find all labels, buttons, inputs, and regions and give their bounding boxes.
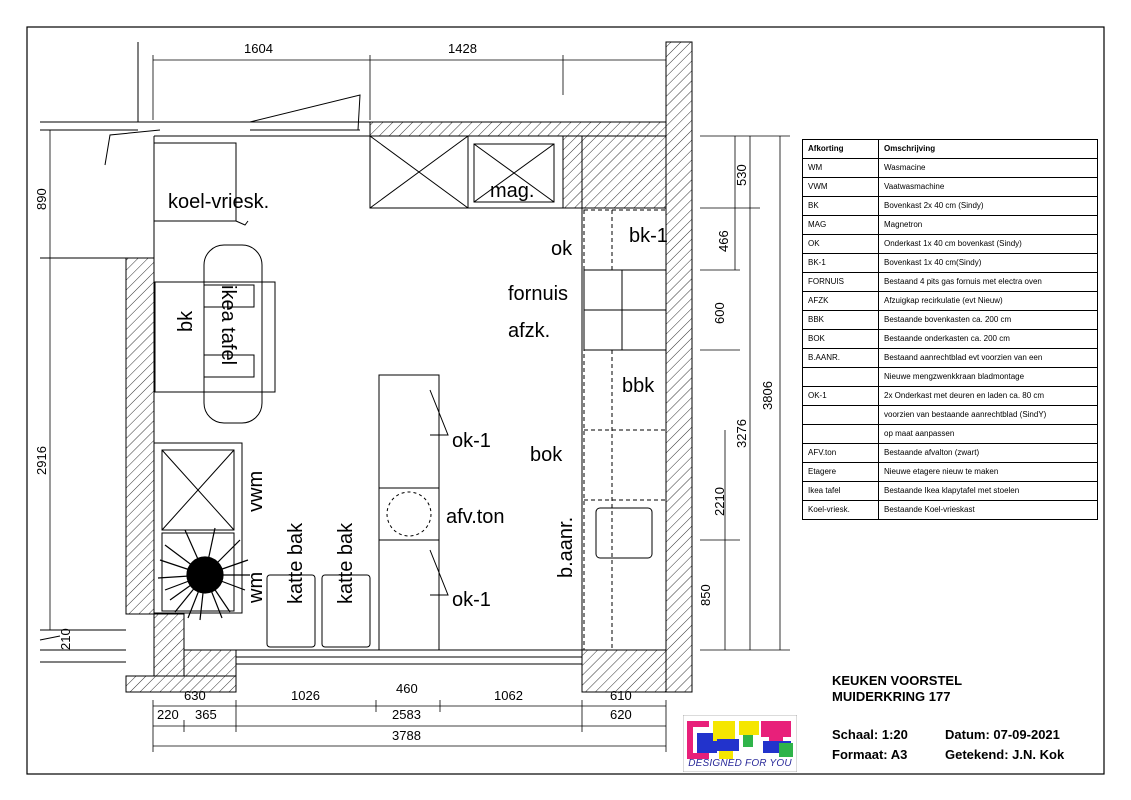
label-bbk: bbk [622, 375, 655, 397]
dim-right-466: 466 [716, 230, 731, 252]
title-line-2: MUIDERKRING 177 [832, 689, 951, 704]
legend-abbr: OK [803, 235, 879, 254]
legend-abbr: Etagere [803, 463, 879, 482]
legend-abbr: B.AANR. [803, 349, 879, 368]
legend-row [803, 254, 1098, 273]
legend-row [803, 406, 1098, 425]
dim-right-530: 530 [734, 164, 749, 186]
label-bk: bk [175, 310, 197, 332]
legend-desc: Nieuwe etagere nieuw te maken [879, 463, 1098, 482]
dim-right-600: 600 [712, 302, 727, 324]
dim-bottom-2583: 2583 [392, 707, 421, 722]
dim-top-1604: 1604 [244, 41, 273, 56]
legend-abbr [803, 368, 879, 387]
legend-abbr: BK-1 [803, 254, 879, 273]
legend-desc: Bestaande onderkasten ca. 200 cm [879, 330, 1098, 349]
legend-desc: op maat aanpassen [879, 425, 1098, 444]
label-bok: bok [530, 444, 563, 466]
legend-abbr: VWM [803, 178, 879, 197]
label-ok: ok [551, 238, 573, 260]
legend-header-row [803, 140, 1098, 159]
logo-text: DESIGNED FOR YOU [688, 758, 792, 769]
dim-bottom-3788: 3788 [392, 728, 421, 743]
legend-abbr: BOK [803, 330, 879, 349]
legend-row [803, 463, 1098, 482]
legend-desc: Vaatwasmachine [879, 178, 1098, 197]
dim-bottom-460: 460 [396, 681, 418, 696]
furniture [154, 136, 666, 650]
dim-bottom-220: 220 [157, 707, 179, 722]
legend-row [803, 387, 1098, 406]
legend-abbr: Ikea tafel [803, 482, 879, 501]
dim-bottom-1026: 1026 [291, 688, 320, 703]
dim-top-1428: 1428 [448, 41, 477, 56]
legend-abbr: MAG [803, 216, 879, 235]
legend-row [803, 159, 1098, 178]
legend-row [803, 178, 1098, 197]
label-afzk: afzk. [508, 320, 551, 342]
dim-right-3276: 3276 [734, 419, 749, 448]
legend-desc: Bovenkast 1x 40 cm(Sindy) [879, 254, 1098, 273]
label-vwm: vwm [245, 470, 267, 512]
legend-row [803, 482, 1098, 501]
dim-left-2916: 2916 [34, 446, 49, 475]
label-afv-ton: afv.ton [446, 506, 505, 528]
dim-right-3806: 3806 [760, 381, 775, 410]
legend-abbr: AFZK [803, 292, 879, 311]
legend-abbr: WM [803, 159, 879, 178]
dim-bottom-365: 365 [195, 707, 217, 722]
legend-table [802, 139, 1098, 520]
legend-desc: Wasmacine [879, 159, 1098, 178]
legend-row [803, 197, 1098, 216]
title-block [832, 673, 962, 705]
dim-bottom-620: 620 [610, 707, 632, 722]
legend-abbr [803, 425, 879, 444]
dim-bottom-610: 610 [610, 688, 632, 703]
legend-desc: Bestaand aanrechtblad evt voorzien van een [879, 349, 1098, 368]
title-line-1: KEUKEN VOORSTEL [832, 673, 963, 688]
legend-row [803, 273, 1098, 292]
legend-header-desc: Omschrijving [879, 140, 1098, 159]
legend-desc: Bestaande afvalton (zwart) [879, 444, 1098, 463]
legend-desc: Bestaande Ikea klapytafel met stoelen [879, 482, 1098, 501]
legend-row [803, 216, 1098, 235]
label-wm: wm [245, 571, 267, 603]
legend-abbr: FORNUIS [803, 273, 879, 292]
legend-row [803, 444, 1098, 463]
legend-abbr [803, 406, 879, 425]
label-bk-1: bk-1 [629, 225, 668, 247]
dim-bottom-1062: 1062 [494, 688, 523, 703]
label-katte-bak-1: katte bak [285, 522, 307, 604]
dim-right-850: 850 [698, 584, 713, 606]
legend-desc: 2x Onderkast met deuren en laden ca. 80 cm [879, 387, 1098, 406]
label-ikea-tafel: ikea tafel [217, 285, 239, 366]
dim-bottom-630: 630 [184, 688, 206, 703]
walls [126, 42, 692, 692]
legend-row [803, 235, 1098, 254]
legend-desc: Nieuwe mengzwenkkraan bladmontage [879, 368, 1098, 387]
legend-row [803, 349, 1098, 368]
legend-desc: Bestaande Koel-vrieskast [879, 501, 1098, 520]
label-fornuis: fornuis [508, 283, 569, 305]
label-b-aanr: b.aanr. [555, 516, 577, 578]
label-katte-bak-2: katte bak [335, 522, 357, 604]
legend-abbr: BK [803, 197, 879, 216]
dim-left-210: 210 [58, 628, 73, 650]
legend-desc: Magnetron [879, 216, 1098, 235]
legend-abbr: Koel-vriesk. [803, 501, 879, 520]
plant-icon [158, 528, 250, 620]
legend-abbr: OK-1 [803, 387, 879, 406]
legend-header-abbr: Afkorting [803, 140, 879, 159]
scale-text: Schaal: 1:20 [832, 727, 908, 742]
legend-row [803, 330, 1098, 349]
legend-desc: Bestaand 4 pits gas fornuis met electra oven [879, 273, 1098, 292]
legend-abbr: BBK [803, 311, 879, 330]
legend-abbr: AFV.ton [803, 444, 879, 463]
dim-left-890: 890 [34, 188, 49, 210]
legend-row [803, 292, 1098, 311]
legend-desc: voorzien van bestaande aanrechtblad (SindY) [879, 406, 1098, 425]
dim-right-2210: 2210 [712, 487, 727, 516]
label-ok-1-top: ok-1 [452, 430, 491, 452]
legend-body [803, 159, 1098, 520]
legend-row [803, 311, 1098, 330]
legend-row [803, 368, 1098, 387]
label-mag: mag. [490, 180, 535, 202]
legend-desc: Bovenkast 2x 40 cm (Sindy) [879, 197, 1098, 216]
legend-desc: Onderkast 1x 40 cm bovenkast (Sindy) [879, 235, 1098, 254]
legend-row [803, 501, 1098, 520]
label-koel-vriesk: koel-vriesk. [168, 191, 270, 213]
legend-desc: Afzuigkap recirkulatie (evt Nieuw) [879, 292, 1098, 311]
date-text: Datum: 07-09-2021 [945, 727, 1060, 742]
format-text: Formaat: A3 [832, 747, 908, 762]
label-ok-1-bottom: ok-1 [452, 589, 491, 611]
legend-desc: Bestaande bovenkasten ca. 200 cm [879, 311, 1098, 330]
legend-row [803, 425, 1098, 444]
drawn-by-text: Getekend: J.N. Kok [945, 747, 1065, 762]
